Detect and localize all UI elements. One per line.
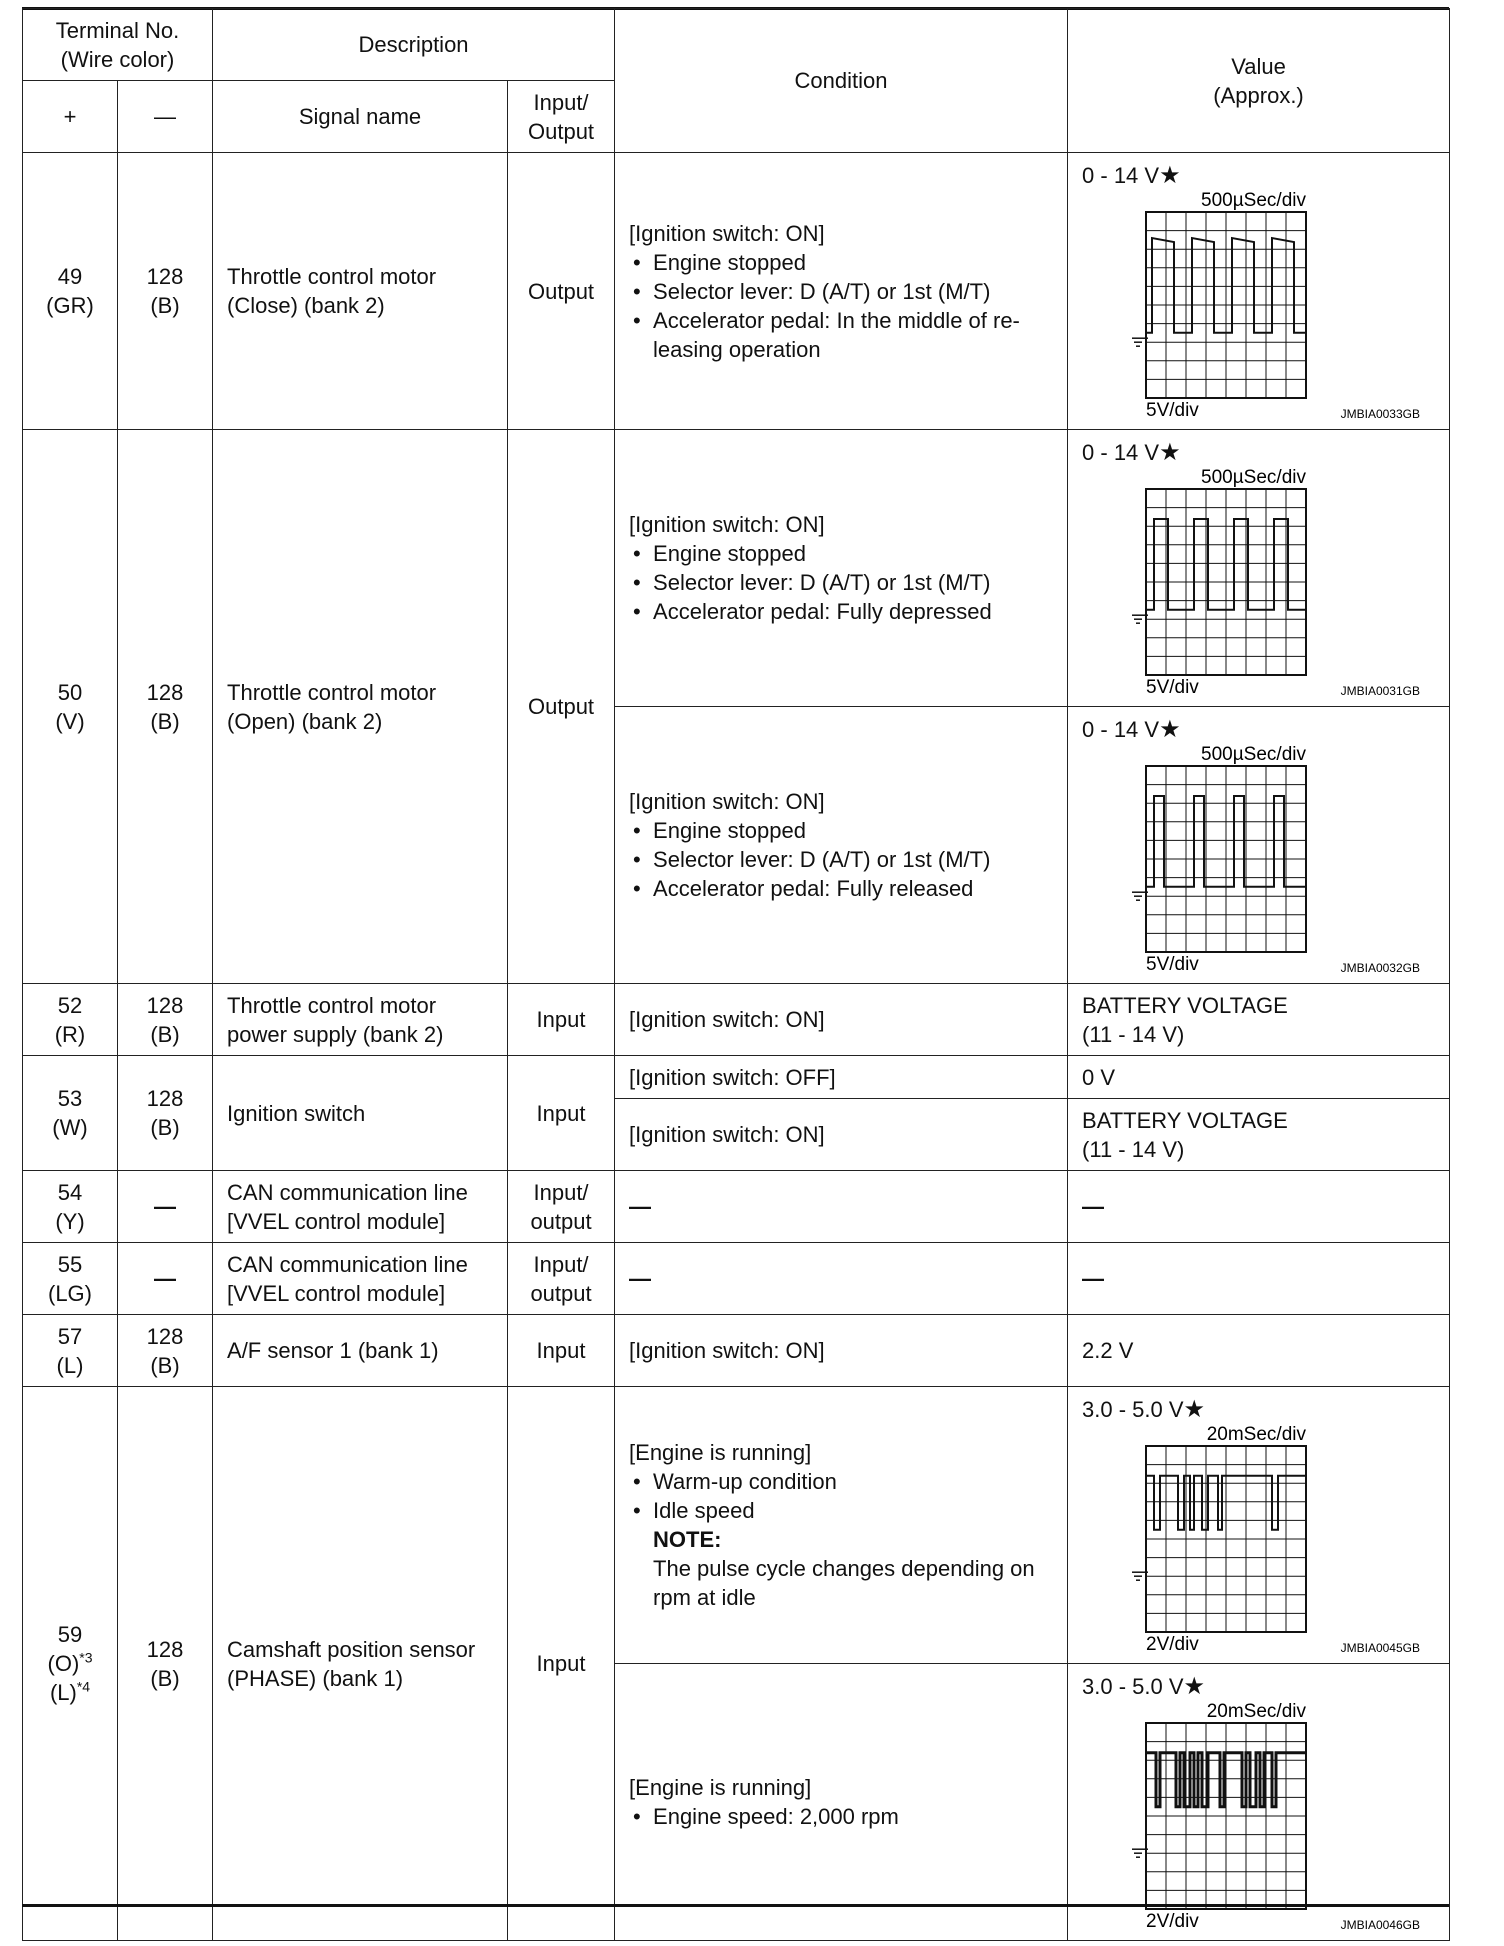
io-type: Input xyxy=(508,1387,615,1941)
signal-line: (Close) (bank 2) xyxy=(227,293,385,318)
footnote-ref: *3 xyxy=(79,1649,93,1666)
io-type: Output xyxy=(508,153,615,430)
io-line: Input/ xyxy=(533,1179,589,1205)
value-cell: 2.2 V xyxy=(1068,1315,1450,1387)
volt-div-label: 5V/div xyxy=(1146,400,1199,421)
time-div-label: 20mSec/div xyxy=(1206,1701,1307,1722)
condition-cell xyxy=(615,1664,1068,1941)
terminal-no-label: Terminal No. xyxy=(55,17,180,43)
io-type: Output xyxy=(508,430,615,984)
scope-graticule xyxy=(1132,1446,1306,1632)
figure-id-label: JMBIA0033GB xyxy=(1340,407,1421,421)
terminal-number: 50 xyxy=(57,679,83,705)
oscilloscope-trace xyxy=(1082,744,1422,976)
io-label-1: Input/ xyxy=(533,89,589,115)
condition-cell xyxy=(615,153,1068,430)
value-cell xyxy=(1068,153,1450,430)
value-text: 0 - 14 V xyxy=(1082,163,1160,188)
condition-title: [Engine is running] xyxy=(629,1775,812,1800)
terminal-number: 128 xyxy=(146,679,184,705)
oscilloscope-trace xyxy=(1082,190,1422,422)
minus-terminal xyxy=(118,1056,213,1171)
wire-color: (Y) xyxy=(55,1208,85,1234)
terminal-number: 55 xyxy=(57,1251,83,1277)
minus-terminal xyxy=(118,984,213,1056)
plus-terminal xyxy=(23,1387,118,1941)
plus-terminal xyxy=(23,1315,118,1387)
table-row xyxy=(23,1243,1450,1315)
star-icon: ★ xyxy=(1183,1396,1206,1423)
minus-header: — xyxy=(118,81,213,153)
footnote-ref: *4 xyxy=(76,1678,91,1695)
condition-bullet: • Accelerator pedal: In the middle of re-leasing operation xyxy=(629,306,1053,364)
signal-line: power supply (bank 2) xyxy=(227,1021,444,1047)
condition-bullet: • Engine stopped xyxy=(629,248,1053,277)
value-text: 3.0 - 5.0 V xyxy=(1082,1674,1184,1699)
io-type: Input xyxy=(508,1056,615,1171)
minus-terminal xyxy=(118,1387,213,1941)
value-text: (11 - 14 V) xyxy=(1082,1021,1185,1047)
value-text: 0 - 14 V xyxy=(1082,440,1160,465)
condition-cell xyxy=(615,1387,1068,1664)
wire-color: (B) xyxy=(150,1665,180,1691)
io-type: Input xyxy=(508,1315,615,1387)
signal-line: (Open) (bank 2) xyxy=(227,708,383,734)
minus-terminal: — xyxy=(118,1243,213,1315)
condition-bullet: • Accelerator pedal: Fully depressed xyxy=(629,597,1053,626)
signal-name xyxy=(213,1171,508,1243)
signal-name xyxy=(213,1387,508,1941)
value-cell xyxy=(1068,1664,1450,1941)
condition-bullet: • Selector lever: D (A/T) or 1st (M/T) xyxy=(629,277,1053,306)
condition-cell: [Ignition switch: ON] xyxy=(615,984,1068,1056)
value-cell xyxy=(1068,707,1450,984)
value-cell: 0 V xyxy=(1068,1056,1450,1099)
signal-line: (PHASE) (bank 1) xyxy=(227,1665,404,1691)
volt-div-label: 5V/div xyxy=(1146,954,1199,975)
figure-id-label: JMBIA0045GB xyxy=(1340,1641,1421,1655)
oscilloscope-trace xyxy=(1082,1424,1422,1656)
terminal-number: 128 xyxy=(146,1636,184,1662)
wire-color: (W) xyxy=(52,1115,88,1140)
table-row xyxy=(23,1315,1450,1387)
condition-cell: [Ignition switch: ON] xyxy=(615,1099,1068,1171)
time-div-label: 20mSec/div xyxy=(1206,1424,1307,1445)
minus-terminal xyxy=(118,1315,213,1387)
terminal-number: 57 xyxy=(57,1323,83,1349)
condition-bullet: • Selector lever: D (A/T) or 1st (M/T) xyxy=(629,568,1053,597)
io-line: output xyxy=(530,1208,592,1234)
table-row xyxy=(23,1387,1450,1664)
signal-line: [VVEL control module] xyxy=(227,1280,446,1306)
io-type: Input xyxy=(508,984,615,1056)
value-cell: — xyxy=(1068,1243,1450,1315)
plus-terminal xyxy=(23,1171,118,1243)
figure-id-label: JMBIA0032GB xyxy=(1340,961,1421,975)
wire-color: (L) xyxy=(56,1352,84,1378)
io-header xyxy=(508,81,615,153)
wire-color: (LG) xyxy=(48,1280,92,1306)
condition-cell xyxy=(615,707,1068,984)
plus-terminal xyxy=(23,984,118,1056)
scope-graticule xyxy=(1132,766,1306,952)
signal-line: Throttle control motor xyxy=(227,992,437,1018)
condition-cell: — xyxy=(615,1171,1068,1243)
signal-name: A/F sensor 1 (bank 1) xyxy=(213,1315,508,1387)
minus-terminal xyxy=(118,153,213,430)
terminal-number: 128 xyxy=(146,992,184,1018)
condition-cell xyxy=(615,430,1068,707)
signal-line: Throttle control motor xyxy=(227,679,437,705)
terminal-no-header xyxy=(23,9,213,81)
terminal-number: 54 xyxy=(57,1179,83,1205)
signal-name: Ignition switch xyxy=(213,1056,508,1171)
condition-title: [Engine is running] xyxy=(629,1440,812,1465)
approx-label: (Approx.) xyxy=(1213,82,1304,108)
signal-line: Throttle control motor xyxy=(227,264,437,289)
star-icon: ★ xyxy=(1159,162,1181,189)
condition-title: [Ignition switch: ON] xyxy=(629,512,825,537)
minus-terminal: — xyxy=(118,1171,213,1243)
value-text: BATTERY VOLTAGE xyxy=(1082,992,1288,1018)
table-row xyxy=(23,1171,1450,1243)
wire-color: (B) xyxy=(150,708,180,734)
condition-bullet: • Engine speed: 2,000 rpm xyxy=(629,1802,1053,1831)
signal-line: CAN communication line xyxy=(227,1251,468,1277)
note-text: The pulse cycle changes depending on rpm at idle xyxy=(653,1556,1035,1610)
value-cell: — xyxy=(1068,1171,1450,1243)
table-row xyxy=(23,984,1450,1056)
wire-color-text: (O) xyxy=(47,1651,80,1676)
volt-div-label: 2V/div xyxy=(1146,1911,1199,1932)
condition-title: [Ignition switch: ON] xyxy=(629,789,825,814)
condition-bullet: • Warm-up condition xyxy=(629,1467,1053,1496)
value-cell xyxy=(1068,430,1450,707)
plus-terminal xyxy=(23,1243,118,1315)
value-label: Value xyxy=(1231,53,1286,79)
volt-div-label: 5V/div xyxy=(1146,677,1199,698)
wire-color: (B) xyxy=(150,1021,180,1047)
scope-graticule xyxy=(1132,1723,1306,1909)
signal-line: CAN communication line xyxy=(227,1179,468,1205)
wire-color: (R) xyxy=(54,1021,86,1047)
condition-cell: [Ignition switch: ON] xyxy=(615,1315,1068,1387)
time-div-label: 500µSec/div xyxy=(1201,744,1307,765)
value-cell xyxy=(1068,1099,1450,1171)
value-text: 3.0 - 5.0 V xyxy=(1082,1397,1184,1422)
figure-id-label: JMBIA0031GB xyxy=(1340,684,1421,698)
terminal-number: 59 xyxy=(57,1622,83,1647)
description-header: Description xyxy=(213,9,615,81)
value-cell xyxy=(1068,984,1450,1056)
value-text: BATTERY VOLTAGE xyxy=(1082,1107,1288,1133)
oscilloscope-trace xyxy=(1082,1701,1422,1933)
scope-graticule xyxy=(1132,489,1306,675)
value-text: (11 - 14 V) xyxy=(1082,1136,1185,1162)
condition-bullet: • Selector lever: D (A/T) or 1st (M/T) xyxy=(629,845,1053,874)
io-type xyxy=(508,1243,615,1315)
wire-color: (B) xyxy=(150,1115,180,1140)
time-div-label: 500µSec/div xyxy=(1201,190,1307,211)
signal-name-header: Signal name xyxy=(213,81,508,153)
value-header xyxy=(1068,9,1450,153)
plus-terminal xyxy=(23,153,118,430)
ecm-terminal-table xyxy=(22,8,1450,1941)
wire-color: (GR) xyxy=(46,293,94,318)
signal-name xyxy=(213,1243,508,1315)
value-text: 0 - 14 V xyxy=(1082,717,1160,742)
terminal-number: 128 xyxy=(146,1323,184,1349)
signal-name xyxy=(213,430,508,984)
wire-color-label: (Wire color) xyxy=(60,46,175,72)
terminal-number: 53 xyxy=(57,1086,83,1111)
minus-terminal xyxy=(118,430,213,984)
condition-header: Condition xyxy=(615,9,1068,153)
wire-color-text: (L) xyxy=(49,1680,77,1705)
condition-bullet: • Engine stopped xyxy=(629,539,1053,568)
signal-line: Camshaft position sensor xyxy=(227,1636,476,1662)
plus-terminal xyxy=(23,1056,118,1171)
condition-cell: [Ignition switch: OFF] xyxy=(615,1056,1068,1099)
bottom-rule xyxy=(22,1904,1449,1907)
io-label-2: Output xyxy=(528,118,595,144)
plus-header: + xyxy=(23,81,118,153)
condition-cell: — xyxy=(615,1243,1068,1315)
figure-id-label: JMBIA0046GB xyxy=(1340,1918,1421,1932)
condition-bullet: • Idle speed xyxy=(629,1496,1053,1525)
terminal-number: 49 xyxy=(57,264,83,289)
table-row xyxy=(23,1056,1450,1099)
condition-bullet: • Accelerator pedal: Fully released xyxy=(629,874,1053,903)
terminal-number: 128 xyxy=(146,264,184,289)
volt-div-label: 2V/div xyxy=(1146,1634,1199,1655)
oscilloscope-trace xyxy=(1082,467,1422,699)
wire-color: (B) xyxy=(150,293,180,318)
star-icon: ★ xyxy=(1159,716,1181,743)
signal-name xyxy=(213,984,508,1056)
signal-line: [VVEL control module] xyxy=(227,1208,446,1234)
star-icon: ★ xyxy=(1159,439,1181,466)
wire-color xyxy=(23,1678,117,1707)
io-line: Input/ xyxy=(533,1251,589,1277)
table-row xyxy=(23,153,1450,430)
note-heading: NOTE: xyxy=(653,1527,722,1552)
condition-bullet: • Engine stopped xyxy=(629,816,1053,845)
io-type xyxy=(508,1171,615,1243)
wire-color xyxy=(23,1649,117,1678)
condition-title: [Ignition switch: ON] xyxy=(629,220,825,246)
terminal-number: 128 xyxy=(146,1086,184,1111)
signal-name xyxy=(213,153,508,430)
value-cell xyxy=(1068,1387,1450,1664)
time-div-label: 500µSec/div xyxy=(1201,467,1307,488)
plus-terminal xyxy=(23,430,118,984)
wire-color: (B) xyxy=(150,1352,180,1378)
table-row xyxy=(23,430,1450,707)
terminal-number: 52 xyxy=(57,992,83,1018)
io-line: output xyxy=(530,1280,592,1306)
header-row-1 xyxy=(23,9,1450,81)
wire-color: (V) xyxy=(55,708,85,734)
star-icon: ★ xyxy=(1183,1673,1206,1700)
